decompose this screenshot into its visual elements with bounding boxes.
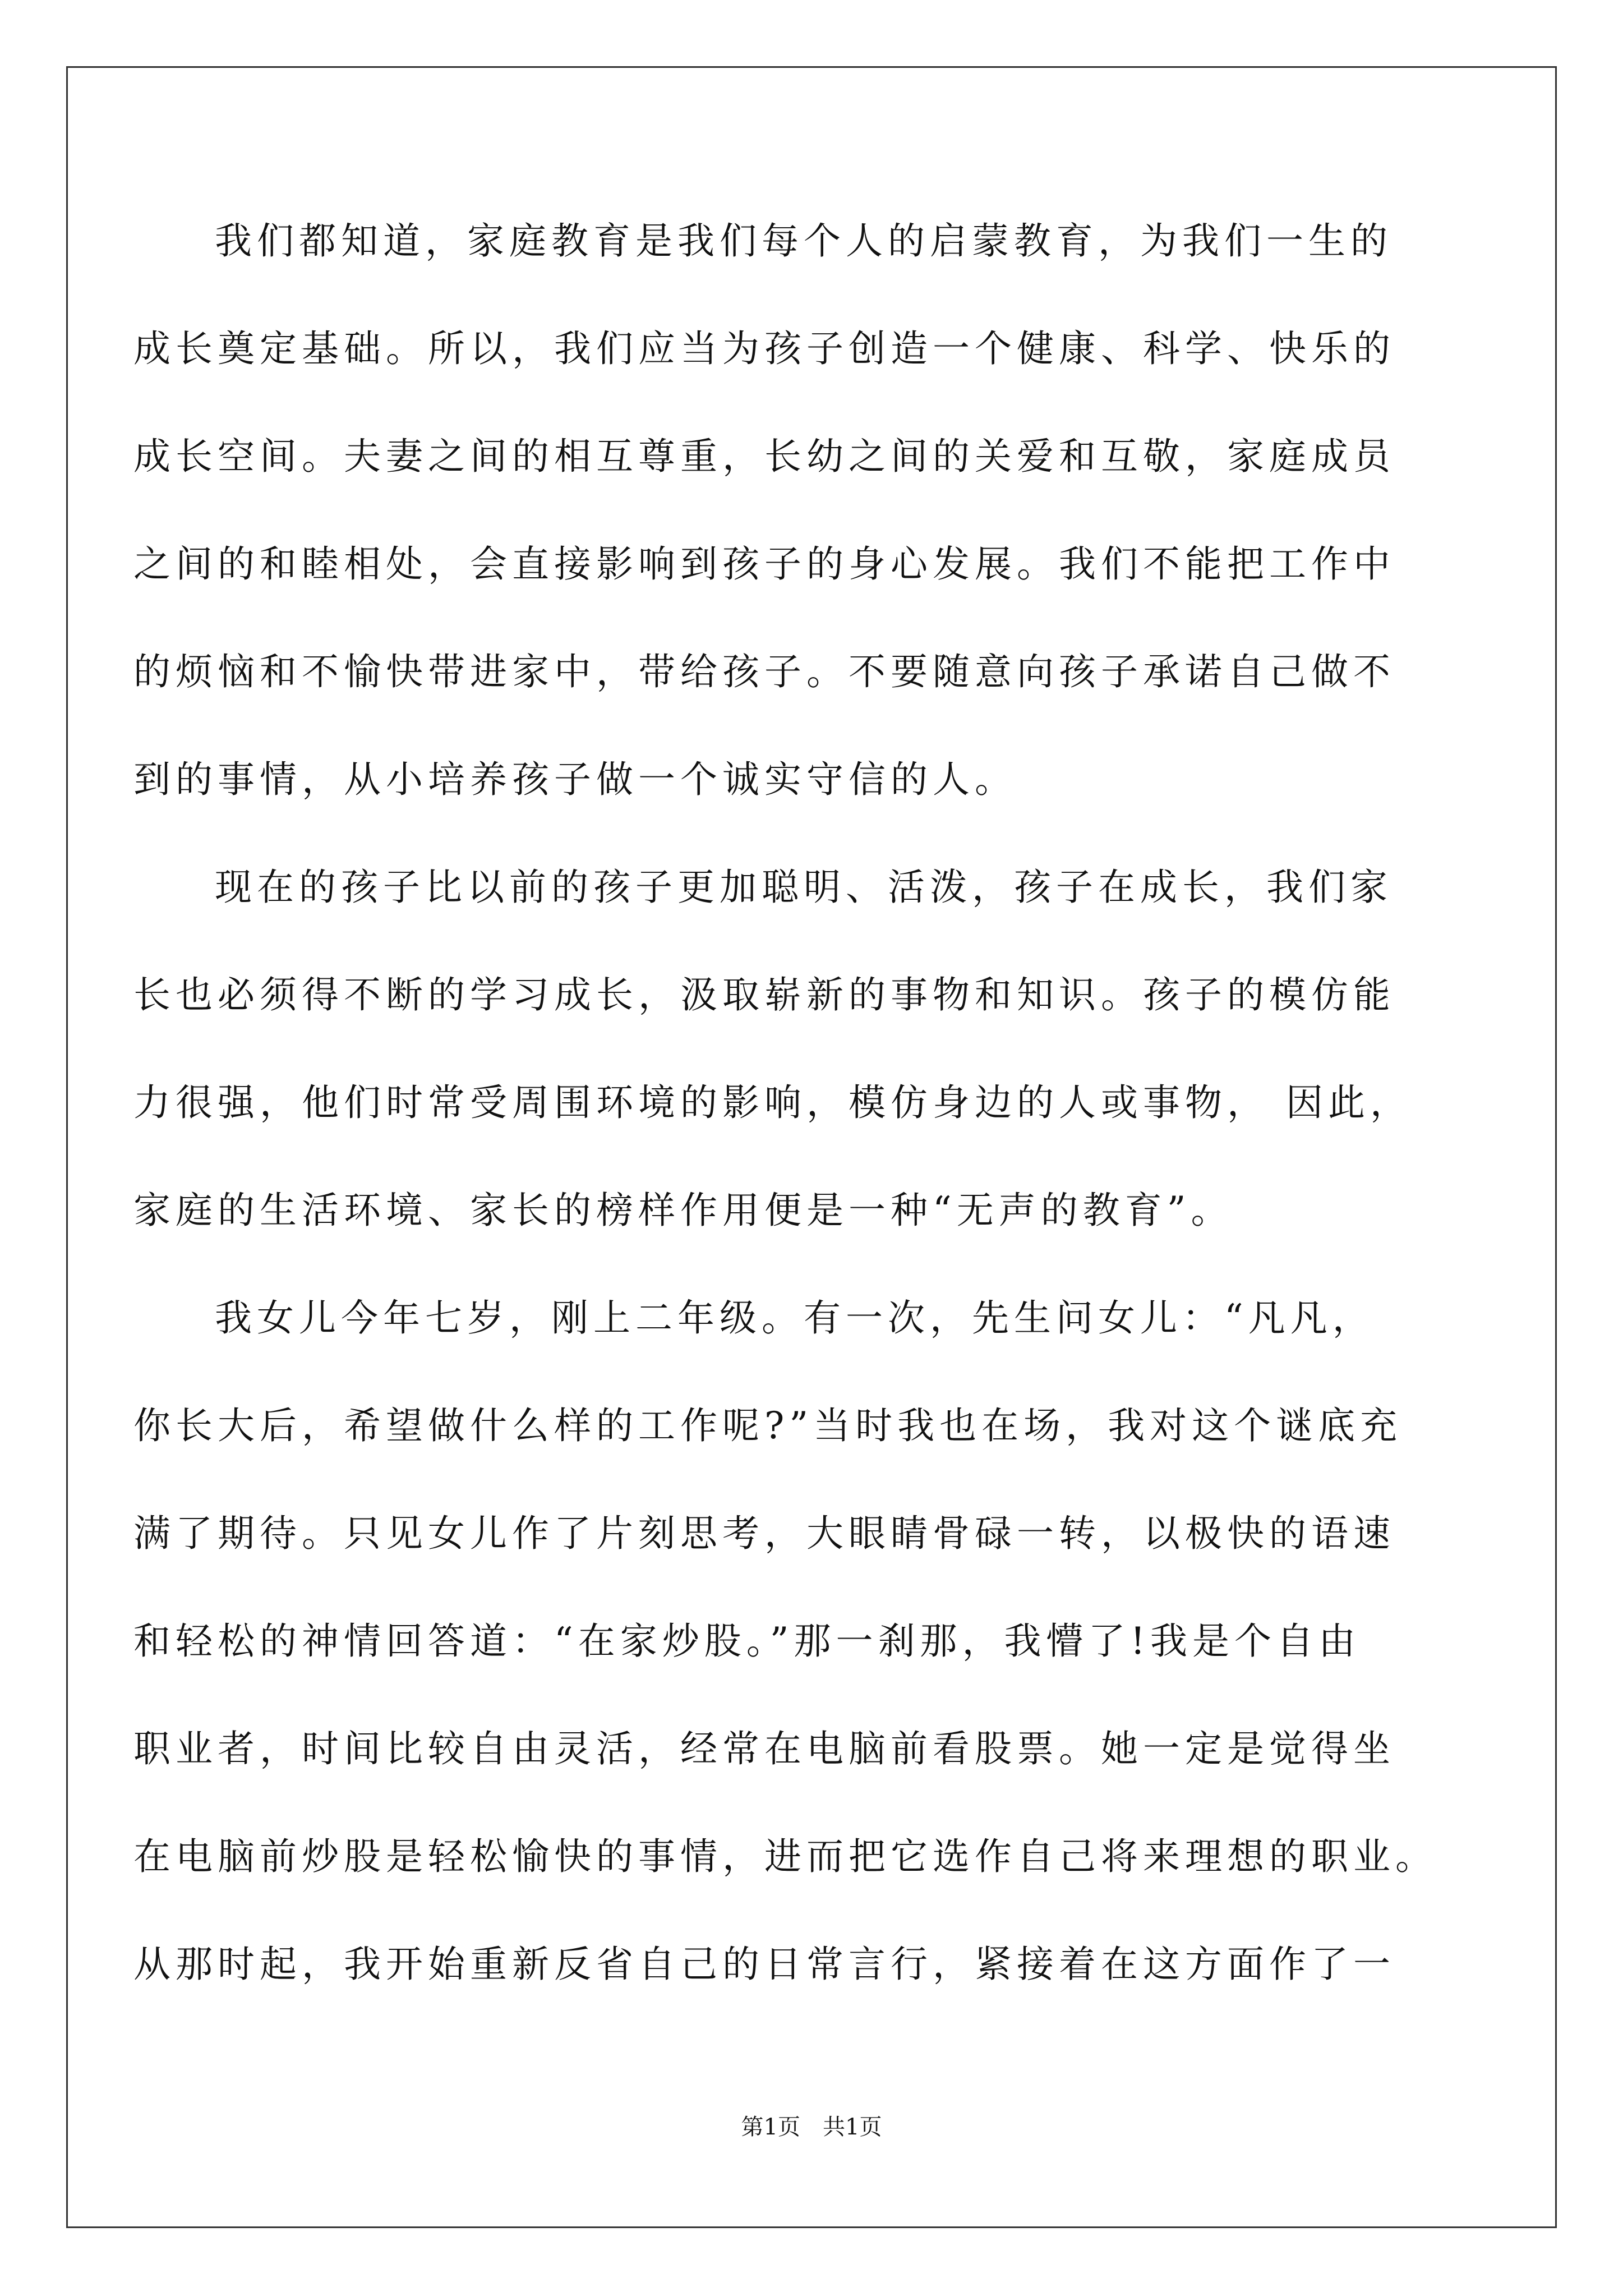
- text-line: 到的事情，从小培养孩子做一个诚实守信的人。: [133, 758, 1017, 801]
- text-line: 我们都知道，家庭教育是我们每个人的启蒙教育，为我们一生的: [215, 219, 1393, 263]
- text-line: 职业者，时间比较自由灵活，经常在电脑前看股票。她一定是觉得坐: [133, 1727, 1395, 1770]
- text-line: 成长空间。夫妻之间的相互尊重，长幼之间的关爱和互敬，家庭成员: [133, 435, 1395, 478]
- text-line: 在电脑前炒股是轻松愉快的事情，进而把它选作自己将来理想的职业。: [133, 1835, 1437, 1878]
- text-line: 力很强，他们时常受周围环境的影响，模仿身边的人或事物， 因此，: [133, 1081, 1412, 1124]
- page-number: 第1页 共1页: [741, 2114, 882, 2140]
- text-line: 我女儿今年七岁，刚上二年级。有一次，先生问女儿：“凡凡，: [215, 1296, 1375, 1340]
- text-line: 家庭的生活环境、家长的榜样作用便是一种“无声的教育”。: [133, 1189, 1233, 1232]
- text-line: 从那时起，我开始重新反省自己的日常言行，紧接着在这方面作了一: [133, 1943, 1395, 1986]
- text-line: 现在的孩子比以前的孩子更加聪明、活泼，孩子在成长，我们家: [215, 866, 1393, 909]
- text-line: 满了期待。只见女儿作了片刻思考，大眼睛骨碌一转，以极快的语速: [133, 1512, 1395, 1555]
- text-line: 你长大后，希望做什么样的工作呢?”当时我也在场，我对这个谜底充: [133, 1404, 1403, 1447]
- text-line: 之间的和睦相处，会直接影响到孩子的身心发展。我们不能把工作中: [133, 542, 1395, 586]
- text-line: 和轻松的神情回答道：“在家炒股。”那一刹那，我懵了!我是个自由: [133, 1619, 1361, 1663]
- text-line: 的烦恼和不愉快带进家中，带给孩子。不要随意向孩子承诺自己做不: [133, 650, 1395, 693]
- text-line: 长也必须得不断的学习成长，汲取崭新的事物和知识。孩子的模仿能: [133, 973, 1395, 1016]
- page-border: [66, 66, 1557, 2228]
- text-line: 成长奠定基础。所以，我们应当为孩子创造一个健康、科学、快乐的: [133, 327, 1395, 370]
